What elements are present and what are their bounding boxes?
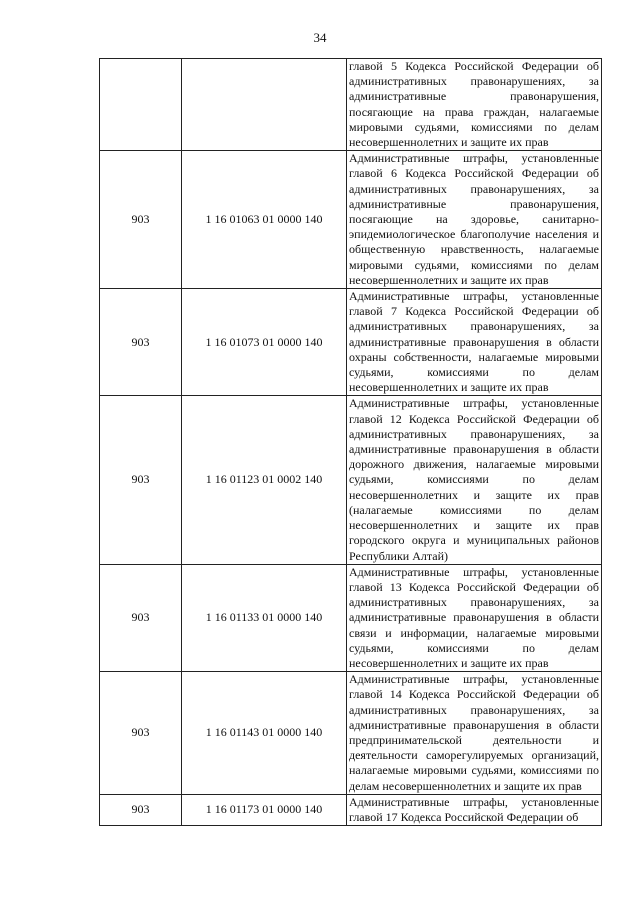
description-cell: Административные штрафы, установленные главой 6 Кодекса Российской Федерации об административных правонарушениях, за административные правонарушения, посягающие на здоровье, санитарно-эпидемиологическое благополучие населения и общественную нравственность, налагаемые мировыми судьями, комиссиями по делам несовершеннолетних и защите их прав xyxy=(347,151,602,289)
table-row xyxy=(100,151,602,289)
admin-code-cell: 903 xyxy=(100,672,182,795)
budget-codes-table xyxy=(99,58,602,826)
admin-code-cell xyxy=(100,59,182,151)
description-cell: Административные штрафы, установленные главой 12 Кодекса Российской Федерации об административных правонарушениях, за административные правонарушения в области дорожного движения, налагаемые мировыми судьями, комиссиями по делам несовершеннолетних и защите их прав (налагаемые комиссиями по делам несовершеннолетних и защите их прав городского округа и муниципальных районов Республики Алтай) xyxy=(347,396,602,564)
budget-code-cell: 1 16 01123 01 0002 140 xyxy=(182,396,347,564)
description-cell: Административные штрафы, установленные главой 13 Кодекса Российской Федерации об административных правонарушениях, за административные правонарушения в области связи и информации, налагаемые мировыми судьями, комиссиями по делам несовершеннолетних и защите их прав xyxy=(347,564,602,671)
admin-code-cell: 903 xyxy=(100,289,182,396)
page-number: 34 xyxy=(313,30,327,45)
budget-code-cell: 1 16 01073 01 0000 140 xyxy=(182,289,347,396)
table-row xyxy=(100,289,602,396)
description-cell: главой 5 Кодекса Российской Федерации об административных правонарушениях, за административные правонарушения, посягающие на права граждан, налагаемые мировыми судьями, комиссиями по делам несовершеннолетних и защите их прав xyxy=(347,59,602,151)
description-cell: Административные штрафы, установленные главой 17 Кодекса Российской Федерации об xyxy=(347,794,602,825)
budget-code-cell: 1 16 01173 01 0000 140 xyxy=(182,794,347,825)
budget-code-cell: 1 16 01063 01 0000 140 xyxy=(182,151,347,289)
budget-code-cell: 1 16 01143 01 0000 140 xyxy=(182,672,347,795)
description-cell: Административные штрафы, установленные главой 14 Кодекса Российской Федерации об административных правонарушениях, за административные правонарушения в области предпринимательской деятельности и деятельности саморегулируемых организаций, налагаемые мировыми судьями, комиссиями по делам несовершеннолетних и защите их прав xyxy=(347,672,602,795)
admin-code-cell: 903 xyxy=(100,396,182,564)
table-row xyxy=(100,672,602,795)
admin-code-cell: 903 xyxy=(100,151,182,289)
table-row xyxy=(100,564,602,671)
table-row xyxy=(100,59,602,151)
description-cell: Административные штрафы, установленные главой 7 Кодекса Российской Федерации об административных правонарушениях, за административные правонарушения в области охраны собственности, налагаемые мировыми судьями, комиссиями по делам несовершеннолетних и защите их прав xyxy=(347,289,602,396)
budget-code-cell xyxy=(182,59,347,151)
admin-code-cell: 903 xyxy=(100,794,182,825)
table-row xyxy=(100,794,602,825)
table-row xyxy=(100,396,602,564)
budget-code-cell: 1 16 01133 01 0000 140 xyxy=(182,564,347,671)
admin-code-cell: 903 xyxy=(100,564,182,671)
